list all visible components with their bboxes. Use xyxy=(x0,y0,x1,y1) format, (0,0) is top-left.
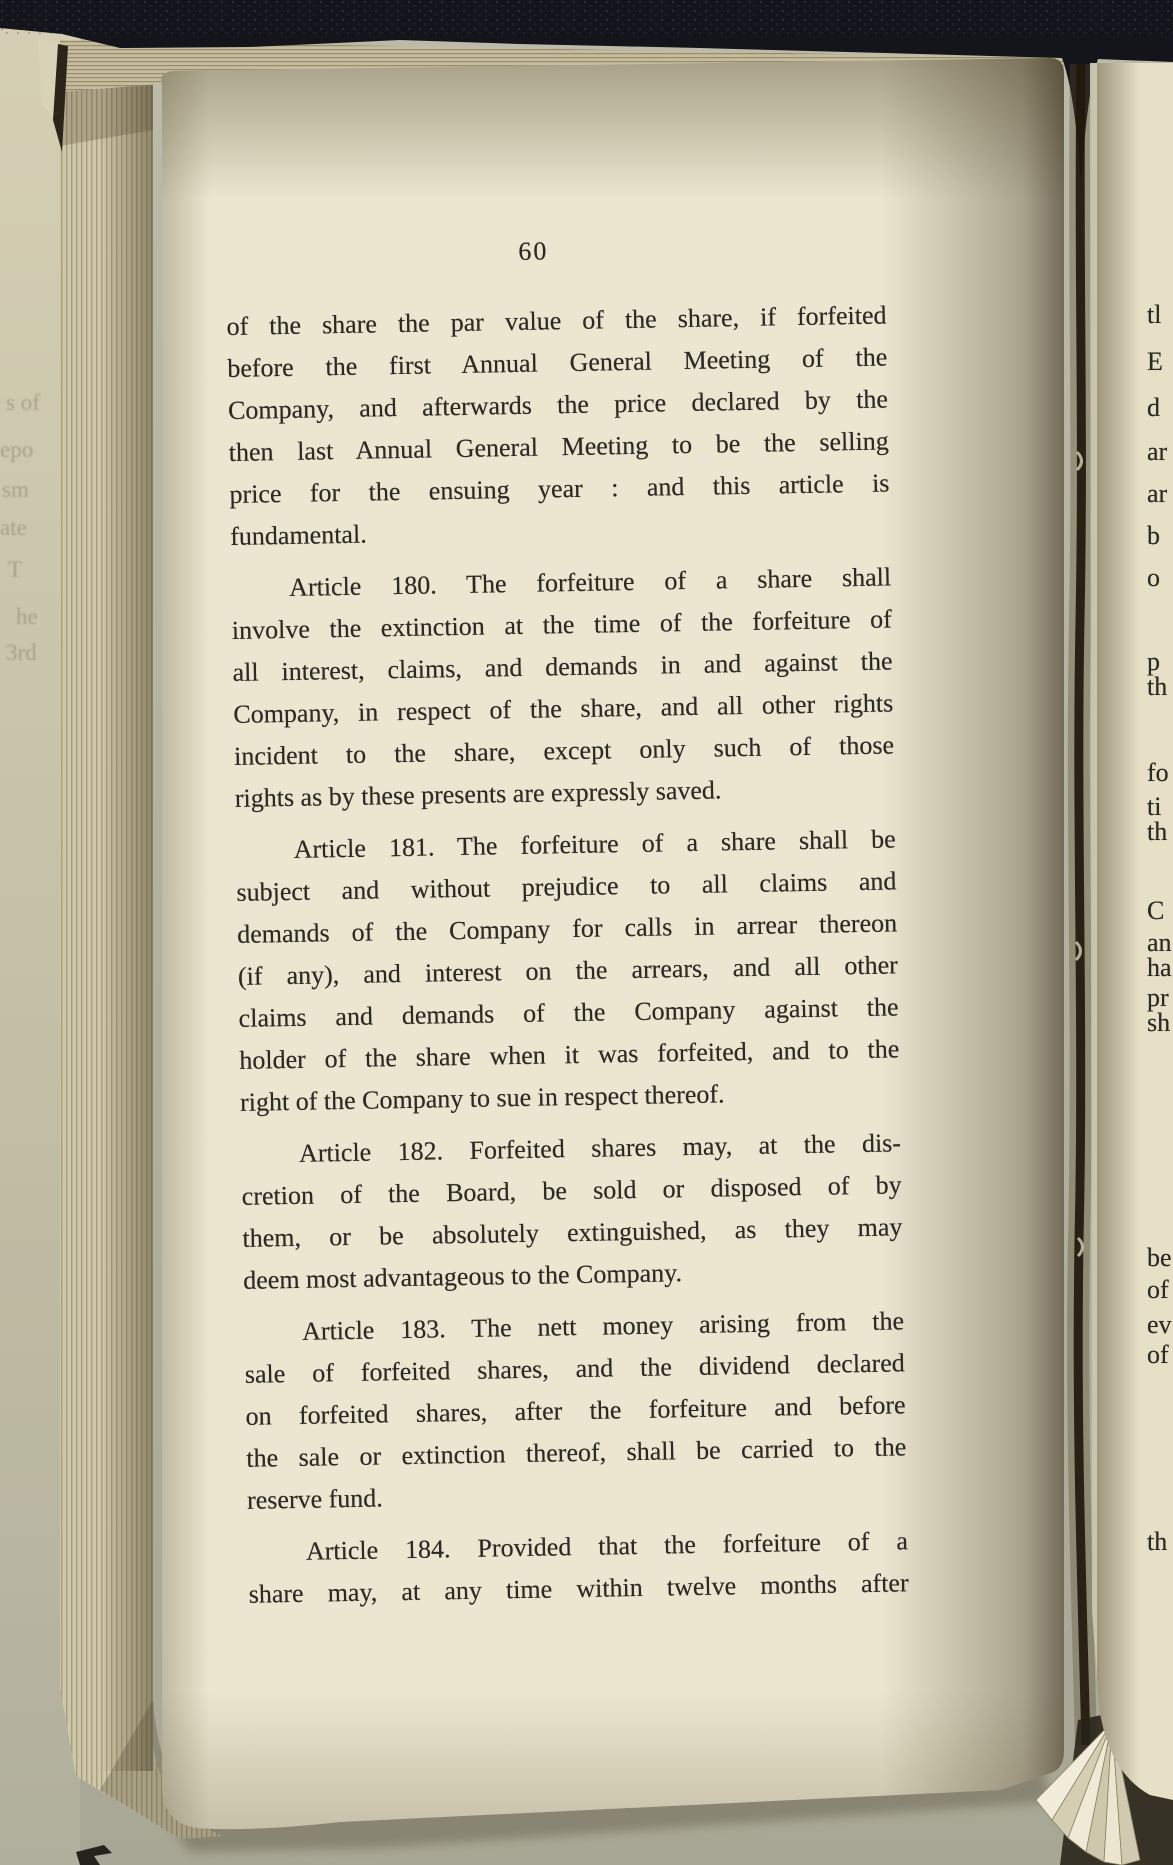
facing-page-fragment: b xyxy=(1147,521,1160,550)
margin-ghost-text: he xyxy=(16,604,38,629)
page-text xyxy=(225,224,909,1615)
text-line: Article 181. The forfeiture of a share shall be xyxy=(293,824,896,864)
facing-page-fragment: d xyxy=(1147,393,1160,422)
facing-page-shading xyxy=(1085,55,1140,1815)
facing-page-fragment: of xyxy=(1147,1340,1169,1369)
text-line: rights as by these presents are expressly saved. xyxy=(234,775,722,813)
facing-page-fragment: sh xyxy=(1147,1008,1171,1037)
text-line: price for the ensuing year : and this article is xyxy=(229,468,890,509)
text-line: Company, in respect of the share, and all other rights xyxy=(233,688,894,729)
margin-ghost-text: 3rd xyxy=(6,640,37,665)
margin-ghost-text: sm xyxy=(2,477,29,502)
text-line: claims and demands of the Company against the xyxy=(238,992,899,1033)
text-line: Article 183. The nett money arising from the xyxy=(301,1306,905,1346)
facing-page-fragment: pr xyxy=(1147,983,1169,1012)
facing-page-fragment: E xyxy=(1147,347,1163,376)
text-line: (if any), and interest on the arrears, and all other xyxy=(237,950,899,991)
facing-page-fragment: ha xyxy=(1147,953,1172,982)
page-number: 60 xyxy=(518,236,549,266)
margin-ghost-text: s of xyxy=(6,390,40,415)
text-line: Article 182. Forfeited shares may, at the dis- xyxy=(298,1128,902,1168)
facing-page-fragment: tl xyxy=(1147,300,1162,329)
facing-page-fragment: ev xyxy=(1147,1310,1172,1339)
text-line: reserve fund. xyxy=(246,1483,384,1515)
paragraph xyxy=(231,556,895,819)
facing-page-fragment: be xyxy=(1147,1243,1172,1272)
facing-page-fragment: p xyxy=(1147,647,1160,676)
facing-page-fragment: th xyxy=(1147,1527,1168,1556)
facing-page-fragment: th xyxy=(1147,672,1168,701)
text-line: sale of forfeited shares, and the dividend declared xyxy=(244,1348,906,1389)
text-line: subject and without prejudice to all claims and xyxy=(236,866,897,907)
facing-page-fragment: ar xyxy=(1147,479,1168,508)
text-line: then last Annual General Meeting to be the selling xyxy=(228,426,889,467)
paragraph xyxy=(244,1300,908,1521)
text-line: all interest, claims, and demands in and against the xyxy=(232,646,893,687)
paragraph xyxy=(226,294,890,557)
facing-page-fragment: th xyxy=(1147,817,1168,846)
text-line: cretion of the Board, be sold or disposed of by xyxy=(241,1170,902,1211)
facing-page-fragment: ti xyxy=(1147,792,1162,821)
facing-page-fragment: ar xyxy=(1147,437,1168,466)
text-line: Article 180. The forfeiture of a share shall xyxy=(288,562,892,602)
text-line: on forfeited shares, after the forfeiture and before xyxy=(245,1390,906,1431)
paragraph xyxy=(248,1520,909,1616)
text-line: Company, and afterwards the price declared by the xyxy=(227,384,889,425)
gutter xyxy=(1076,64,1086,1745)
text-line: fundamental. xyxy=(229,519,367,551)
text-line: deem most advantageous to the Company. xyxy=(242,1258,683,1295)
facing-page-fragment: of xyxy=(1147,1275,1169,1304)
text-line: share may, at any time within twelve months after xyxy=(248,1568,909,1609)
text-line: holder of the share when it was forfeited, and to the xyxy=(239,1034,900,1075)
text-line: involve the extinction at the time of the forfeiture of xyxy=(231,604,893,645)
text-line: the sale or extinction thereof, shall be carried to the xyxy=(246,1432,907,1473)
facing-page-fragment: C xyxy=(1147,896,1165,925)
text-line: of the share the par value of the share, if forfeited xyxy=(226,300,887,341)
text-line: Article 184. Provided that the forfeiture of a xyxy=(305,1526,909,1566)
text-line: incident to the share, except only such of those xyxy=(233,730,895,771)
margin-ghost-text: epo xyxy=(0,437,34,462)
paragraph xyxy=(241,1122,904,1301)
facing-page-fragment: an xyxy=(1147,928,1172,957)
margin-ghost-text: T xyxy=(8,557,23,582)
text-line: them, or be absolutely extinguished, as they may xyxy=(242,1212,903,1253)
margin-ghost-text: ate xyxy=(0,515,27,540)
text-line: demands of the Company for calls in arrear thereon xyxy=(236,908,898,949)
text-line: before the first Annual General Meeting of the xyxy=(227,342,888,383)
facing-page-fragment: o xyxy=(1147,563,1160,592)
facing-page-fragment: fo xyxy=(1147,758,1169,787)
text-line: right of the Company to sue in respect thereof. xyxy=(239,1079,725,1117)
paragraph xyxy=(235,818,900,1123)
